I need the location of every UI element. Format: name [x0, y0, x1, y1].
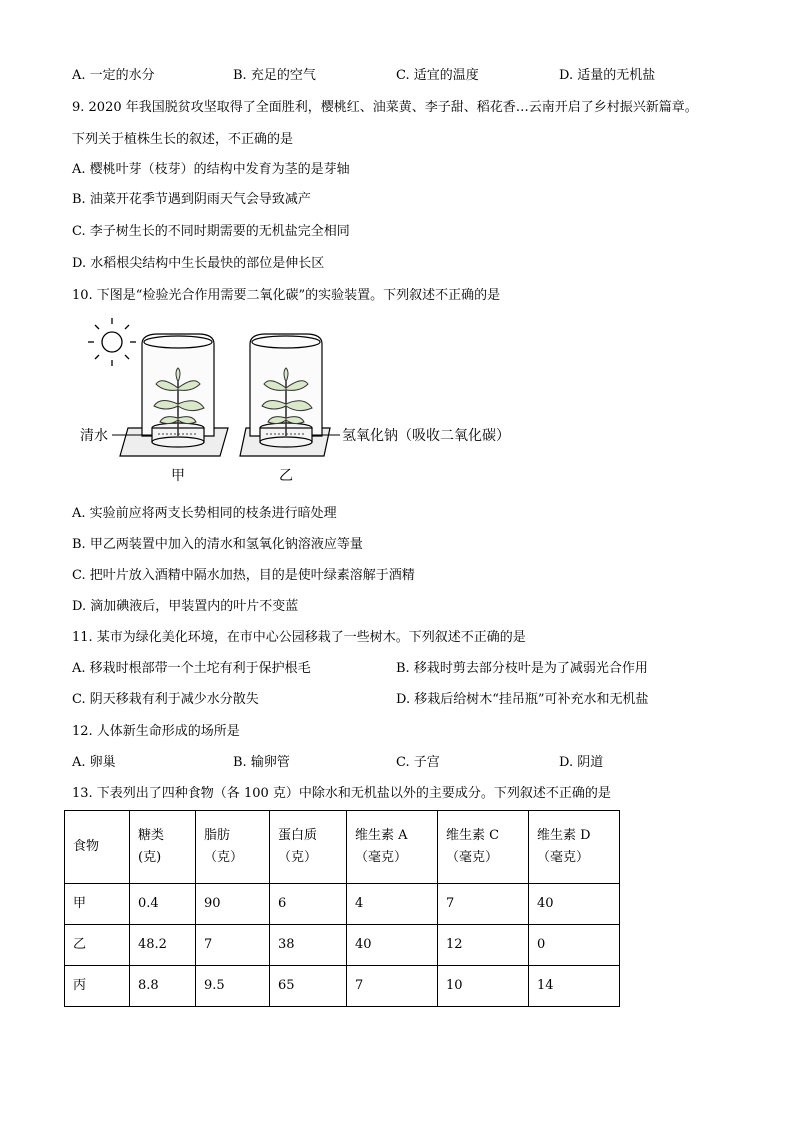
experiment-diagram	[78, 318, 558, 488]
q11-stem: 11. 某市为绿化美化环境，在市中心公园移栽了一些树木。下列叙述不正确的是	[72, 630, 526, 645]
q11-option-d: D. 移栽后给树木“挂吊瓶”可补充水和无机盐	[396, 692, 649, 707]
sun-icon	[88, 318, 136, 366]
table-cell: 6	[270, 884, 347, 925]
table-cell: 甲	[65, 884, 130, 925]
table-cell: 38	[270, 925, 347, 966]
q9-option-d: D. 水稻根尖结构中生长最快的部位是伸长区	[72, 256, 325, 271]
table-cell: 65	[270, 966, 347, 1007]
table-cell: 0.4	[130, 884, 196, 925]
table-cell: 0	[529, 925, 620, 966]
table-cell: 12	[438, 925, 529, 966]
label-water: 清水	[80, 428, 108, 444]
q8-option-c: C. 适宜的温度	[396, 68, 479, 83]
q8-option-a: A. 一定的水分	[72, 68, 155, 83]
q9-option-a: A. 樱桃叶芽（枝芽）的结构中发育为茎的是芽轴	[72, 162, 350, 177]
q10-option-a: A. 实验前应将两支长势相同的枝条进行暗处理	[72, 506, 337, 521]
q13-stem: 13. 下表列出了四种食物（各 100 克）中除水和无机盐以外的主要成分。下列叙述不正确的是	[72, 786, 611, 801]
table-cell: 9.5	[196, 966, 270, 1007]
table-cell: 7	[196, 925, 270, 966]
table-row	[65, 884, 620, 925]
table-cell: 40	[347, 925, 438, 966]
q12-option-d: D. 阴道	[559, 755, 604, 770]
table-header-row	[65, 811, 620, 884]
q8-option-d: D. 适量的无机盐	[559, 68, 656, 83]
header-cell: 糖类(克)	[130, 811, 196, 884]
q10-stem: 10. 下图是“检验光合作用需要二氧化碳”的实验装置。下列叙述不正确的是	[72, 288, 501, 303]
table-cell: 48.2	[130, 925, 196, 966]
q11-option-a: A. 移栽时根部带一个土坨有利于保护根毛	[72, 661, 311, 676]
experiment-figure	[78, 318, 558, 488]
q9-stem-line1: 9. 2020 年我国脱贫攻坚取得了全面胜利，樱桃红、油菜黄、李子甜、稻花香…云南开启了乡村振兴新篇章。	[72, 100, 698, 115]
q9-stem-line2: 下列关于植株生长的叙述，不正确的是	[72, 132, 294, 147]
label-yi: 乙	[279, 468, 293, 484]
label-naoh: 氢氧化钠（吸收二氧化碳）	[342, 428, 510, 444]
header-cell: 维生素 D （毫克）	[529, 811, 620, 884]
q9-option-b: B. 油菜开花季节遇到阴雨天气会导致减产	[72, 192, 311, 207]
header-cell: 维生素 A （毫克）	[347, 811, 438, 884]
header-cell: 脂肪（克）	[196, 811, 270, 884]
q12-option-b: B. 输卵管	[233, 755, 290, 770]
table-cell: 7	[438, 884, 529, 925]
q10-option-b: B. 甲乙两装置中加入的清水和氢氧化钠溶液应等量	[72, 537, 363, 552]
q9-option-c: C. 李子树生长的不同时期需要的无机盐完全相同	[72, 224, 350, 239]
table-cell: 乙	[65, 925, 130, 966]
q10-option-c: C. 把叶片放入酒精中隔水加热，目的是使叶绿素溶解于酒精	[72, 568, 415, 583]
table-cell: 7	[347, 966, 438, 1007]
table-cell: 10	[438, 966, 529, 1007]
q12-option-a: A. 卵巢	[72, 755, 116, 770]
jar-yi	[240, 334, 330, 456]
q8-option-b: B. 充足的空气	[233, 68, 316, 83]
nutrition-table	[64, 810, 620, 1007]
header-cell: 维生素 C （毫克）	[438, 811, 529, 884]
table-row	[65, 925, 620, 966]
q10-option-d: D. 滴加碘液后，甲装置内的叶片不变蓝	[72, 599, 299, 614]
q12-stem: 12. 人体新生命形成的场所是	[72, 724, 240, 739]
q12-option-c: C. 子宫	[396, 755, 440, 770]
q11-option-c: C. 阴天移栽有利于减少水分散失	[72, 692, 259, 707]
table-cell: 8.8	[130, 966, 196, 1007]
table-cell: 90	[196, 884, 270, 925]
label-jia: 甲	[171, 468, 185, 484]
header-cell: 食物	[65, 811, 130, 884]
table-cell: 丙	[65, 966, 130, 1007]
jar-jia	[120, 334, 228, 456]
header-cell: 蛋白质 （克）	[270, 811, 347, 884]
table-cell: 14	[529, 966, 620, 1007]
table-row	[65, 966, 620, 1007]
q11-option-b: B. 移栽时剪去部分枝叶是为了减弱光合作用	[396, 661, 648, 676]
table-cell: 4	[347, 884, 438, 925]
table-cell: 40	[529, 884, 620, 925]
